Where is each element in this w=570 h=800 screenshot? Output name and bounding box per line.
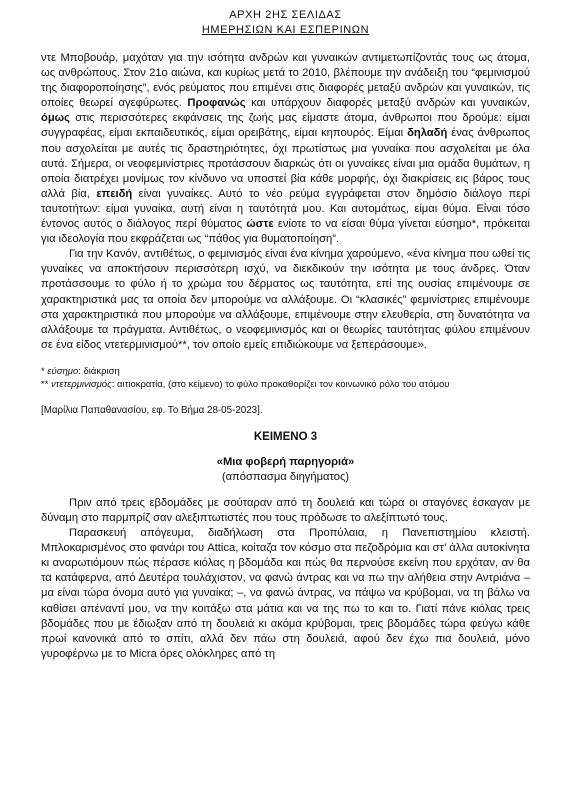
story-subtitle: (απόσπασμα διηγήματος) — [221, 470, 350, 483]
paragraph-1 — [41, 51, 530, 247]
section-heading: ΚΕΙΜΕΝΟ 3 — [253, 430, 318, 443]
story-paragraph-2: Παρασκευή απόγευμα, διαδήλωση στα Προπύλαια, η Πανεπιστημίου κλειστή. Μπλοκαρισμένος στο φανάρι του Attica, κοίταζα τον κόσμο στα πεζοδρόμια και στ’ άλλα αυτοκίνητα κι αναρωτιόμουν πώς πέρασε κιόλας η βδομάδα και πώς θα περνούσε εκείνη που ερχόταν, αν θα τα κατάφερνα, από Δευτέρα τουλάχιστον, να φανώ άντρας και να πω την αλήθεια στην Αντριάνα – μα είναι τώρα όνομα αυτό για γυναίκα; –, να φανώ άντρας, να πάψω να κρύβομαι, να τη βάλω να καθίσει απέναντί μου, να την κοιτάξω στα μάτια και να της πω το και το. Γιατί πάνε κιόλας τρεις βδομάδες που με έδιωξαν από τη δουλειά κι ακόμα κρύβομαι, τρεις βδομάδες τώρα φεύγω κάθε πρωί κανονικά από το σπίτι, αλλά δεν πάω στη δουλειά, αφού δεν έχω πια δουλειά, μόνο γυροφέρνω με το Micra όρες ολόκληρες από τη — [41, 527, 530, 660]
p1-bold-4: επειδή — [96, 187, 133, 200]
header-line-1: ΑΡΧΗ 2ΗΣ ΣΕΛΙΔΑΣ — [229, 9, 342, 21]
p1-text-4: ένας άνθρωπος που ασχολείται με αυτές τις δραστηριότητες, όχι πρωτίστως μια γυναίκα που ασχολείται με όλα αυτά. Σήμερα, οι νεοφεμινίστριες προτάσσουν διαρκώς ότι οι γυναίκες είναι μια ομάδα θυμάτων, η οποία διατρέχει μονίμως τον κίνδυνο να υποστεί βία κάθε μορφής, όχι διακρίσεις εις βάρος τους αλλά βία, — [41, 127, 530, 200]
source-citation: [Μαρίλια Παπαθανασίου, εφ. Το Βήμα 28-05-2023]. — [41, 404, 263, 416]
footnote-2: ** ντετερμινισμός: αιτιοκρατία, (στο κείμενο) το φύλο προκαθορίζει τον κοινωνικό ρόλο του ατόμου — [41, 379, 450, 391]
p1-text-5: είναι γυναίκες. Αυτό το νέο ρεύμα εγγράφεται στον δημόσιο διάλογο περί ταυτοτήτων: είμαι γυναίκα, αυτή είναι η ταυτότητά μου. Και αυτομάτως, είμαι θύμα. Είναι τόσο έντονος αυτός ο διάλογος περί θύματος — [41, 187, 531, 231]
p1-bold-5: ώστε — [246, 218, 274, 231]
p1-bold-2: όμως — [41, 112, 70, 125]
p1-bold-3: δηλαδή — [407, 127, 448, 140]
p1-text-3: στις περισσότερες εκφάνσεις της ζωής μας είμαστε άτομα, άνθρωποι που δρούμε: είμαι συγγραφέας, είμαι εκπαιδευτικός, είμαι ορειβάτης, είμαι κηπουρός. Είμαι — [41, 112, 530, 140]
story-title: «Μια φοβερή παρηγοριά» — [216, 455, 355, 468]
footnotes — [41, 365, 530, 392]
page-header — [41, 0, 530, 38]
p1-text-6: ενίοτε το να είσαι θύμα γίνεται εύσημο*, πρόκειται για ιδεολογία που εκφράζεται ως “πάθος για θυματοποίηση”. — [41, 218, 530, 246]
story-paragraph-1: Πριν από τρεις εβδομάδες με σούταραν από τη δουλειά και τώρα οι σταγόνες έσκαγαν με δύναμη στο παρμπρίζ σαν αλεξιπτωτιστές που τους πρόδωσε το αλεξίπτωτό τους. — [41, 496, 530, 524]
footnote-1: * εύσημο: διάκριση — [41, 365, 120, 377]
p1-text-2: και υπάρχουν διαφορές μεταξύ ανδρών και γυναικών, — [245, 97, 530, 110]
p1-text-1: ντε Μποβουάρ, μαχόταν για την ισότητα ανδρών και γυναικών αντιμετωπίζοντάς τους ως άτομα, ως ανθρώπους. Στον 21ο αιώνα, και κυρίως μετά το 2010, βλέπουμε την ανάδειξη του “φεμινισμού της διαφοροποίησης”, ενός ρεύματος που επιμένει στις διαφορές μεταξύ ανδρών και γυναικών, τις οποίες θεωρεί αγεφύρωτες. — [41, 52, 530, 110]
paragraph-2: Για την Κανόν, αντιθέτως, ο φεμινισμός είναι ένα κίνημα χαρούμενο, «ένα κίνημα που ωθεί τις γυναίκες να αποκτήσουν περισσότερη ισχύ, να διεκδικούν την ισότητα με τους άνδρες. Όταν προτάσσουμε το φύλο ή το χρώμα του δέρματος ως ταυτότητα, επί της ουσίας επιμένουμε σε χαρακτηριστικά μας τα οποία δεν μπορούμε να αλλάξουμε. Οι “κλασικές” φεμινίστριες επιμένουμε στα χαρακτηριστικά που μπορούμε να αλλάξουμε, επιμένουμε στην ελευθερία, στη δυνατότητα να αλλάξουμε τα πράγματα. Αντιθέτως, ο νεοφεμινισμός και οι θεωρίες ταυτότητας φύλου επιμένουν σε ένα είδος ντετερμινισμού**, τον οποίο εμείς επιδιώκουμε να ξεπεράσουμε». — [41, 248, 530, 351]
header-line-2: ΗΜΕΡΗΣΙΩΝ ΚΑΙ ΕΣΠΕΡΙΝΩΝ — [201, 24, 370, 36]
p1-bold-1: Προφανώς — [187, 97, 246, 110]
